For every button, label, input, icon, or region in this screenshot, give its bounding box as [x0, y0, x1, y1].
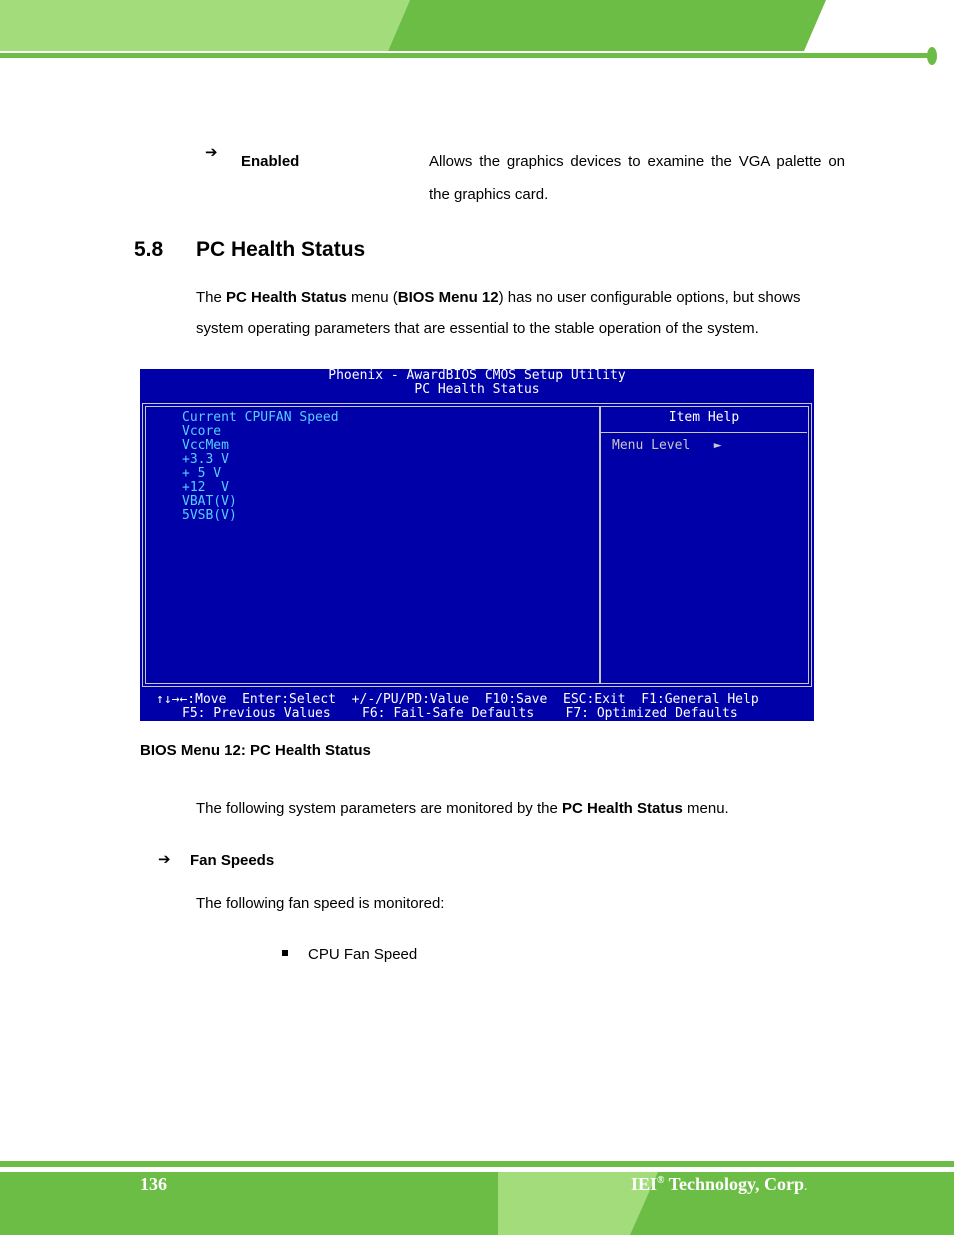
- monitored-menu-name: PC Health Status: [562, 800, 683, 817]
- bios-item[interactable]: 5VSB(V): [182, 508, 237, 523]
- bios-item[interactable]: Current CPUFAN Speed: [182, 410, 339, 425]
- bios-menu-level: Menu Level ►: [612, 438, 722, 453]
- brand-name: IEI: [631, 1174, 658, 1194]
- figure-caption: BIOS Menu 12: PC Health Status: [140, 742, 371, 759]
- intro-text: menu (: [346, 289, 398, 306]
- section-title: PC Health Status: [196, 238, 366, 261]
- intro-menu-name: PC Health Status: [226, 289, 347, 306]
- bios-footer-defaults: F5: Previous Values F6: Fail-Safe Defaults F7: Optimized Defaults: [182, 706, 738, 721]
- company-name: IEI® Technology, Corp.: [631, 1174, 808, 1194]
- intro-paragraph-line2: system operating parameters that are essential to the stable operation of the system.: [196, 320, 759, 337]
- monitored-text: menu.: [682, 800, 729, 817]
- bios-item[interactable]: + 5 V: [182, 466, 222, 481]
- bios-subtitle: PC Health Status: [414, 382, 540, 397]
- bios-item[interactable]: +3.3 V: [182, 452, 229, 467]
- header-banner: [0, 0, 954, 70]
- footer-banner: [0, 1158, 954, 1235]
- corp-name: Technology, Corp: [664, 1174, 805, 1194]
- bios-screen: [140, 369, 814, 721]
- fan-speeds-text: The following fan speed is monitored:: [196, 895, 445, 912]
- page-number: 136: [140, 1174, 167, 1194]
- arrow-right-icon: ➔: [158, 850, 171, 868]
- enabled-description-line2: the graphics card.: [429, 186, 549, 203]
- bios-help-divider: [599, 432, 807, 433]
- intro-menu-ref: BIOS Menu 12: [397, 289, 499, 306]
- monitored-text: The following system parameters are monitored by the: [196, 800, 562, 817]
- intro-paragraph-line1: [196, 288, 800, 308]
- square-bullet-icon: [282, 950, 288, 956]
- intro-text: ) has no user configurable options, but shows: [498, 289, 801, 306]
- bios-footer-keys: ↑↓→←:Move Enter:Select +/-/PU/PD:Value F10:Save ESC:Exit F1:General Help: [156, 692, 759, 707]
- bios-item[interactable]: VccMem: [182, 438, 229, 453]
- bullet-item-cpu-fan-speed: CPU Fan Speed: [308, 946, 418, 963]
- fan-speeds-heading: Fan Speeds: [190, 852, 275, 869]
- monitored-paragraph: [196, 799, 729, 819]
- enabled-label: Enabled: [241, 153, 300, 170]
- arrow-right-icon: ➔: [205, 143, 218, 161]
- enabled-description-line1: Allows the graphics devices to examine the VGA palette on: [429, 153, 845, 170]
- bios-item[interactable]: +12 V: [182, 480, 229, 495]
- bios-title: Phoenix - AwardBIOS CMOS Setup Utility: [328, 369, 626, 383]
- registered-mark: ®: [657, 1175, 665, 1186]
- bios-help-title: Item Help: [668, 410, 740, 425]
- bios-item[interactable]: VBAT(V): [182, 494, 237, 509]
- section-number: 5.8: [134, 238, 164, 261]
- bios-item[interactable]: Vcore: [182, 424, 222, 439]
- intro-text: The: [196, 289, 227, 306]
- bios-item-list: [182, 411, 339, 523]
